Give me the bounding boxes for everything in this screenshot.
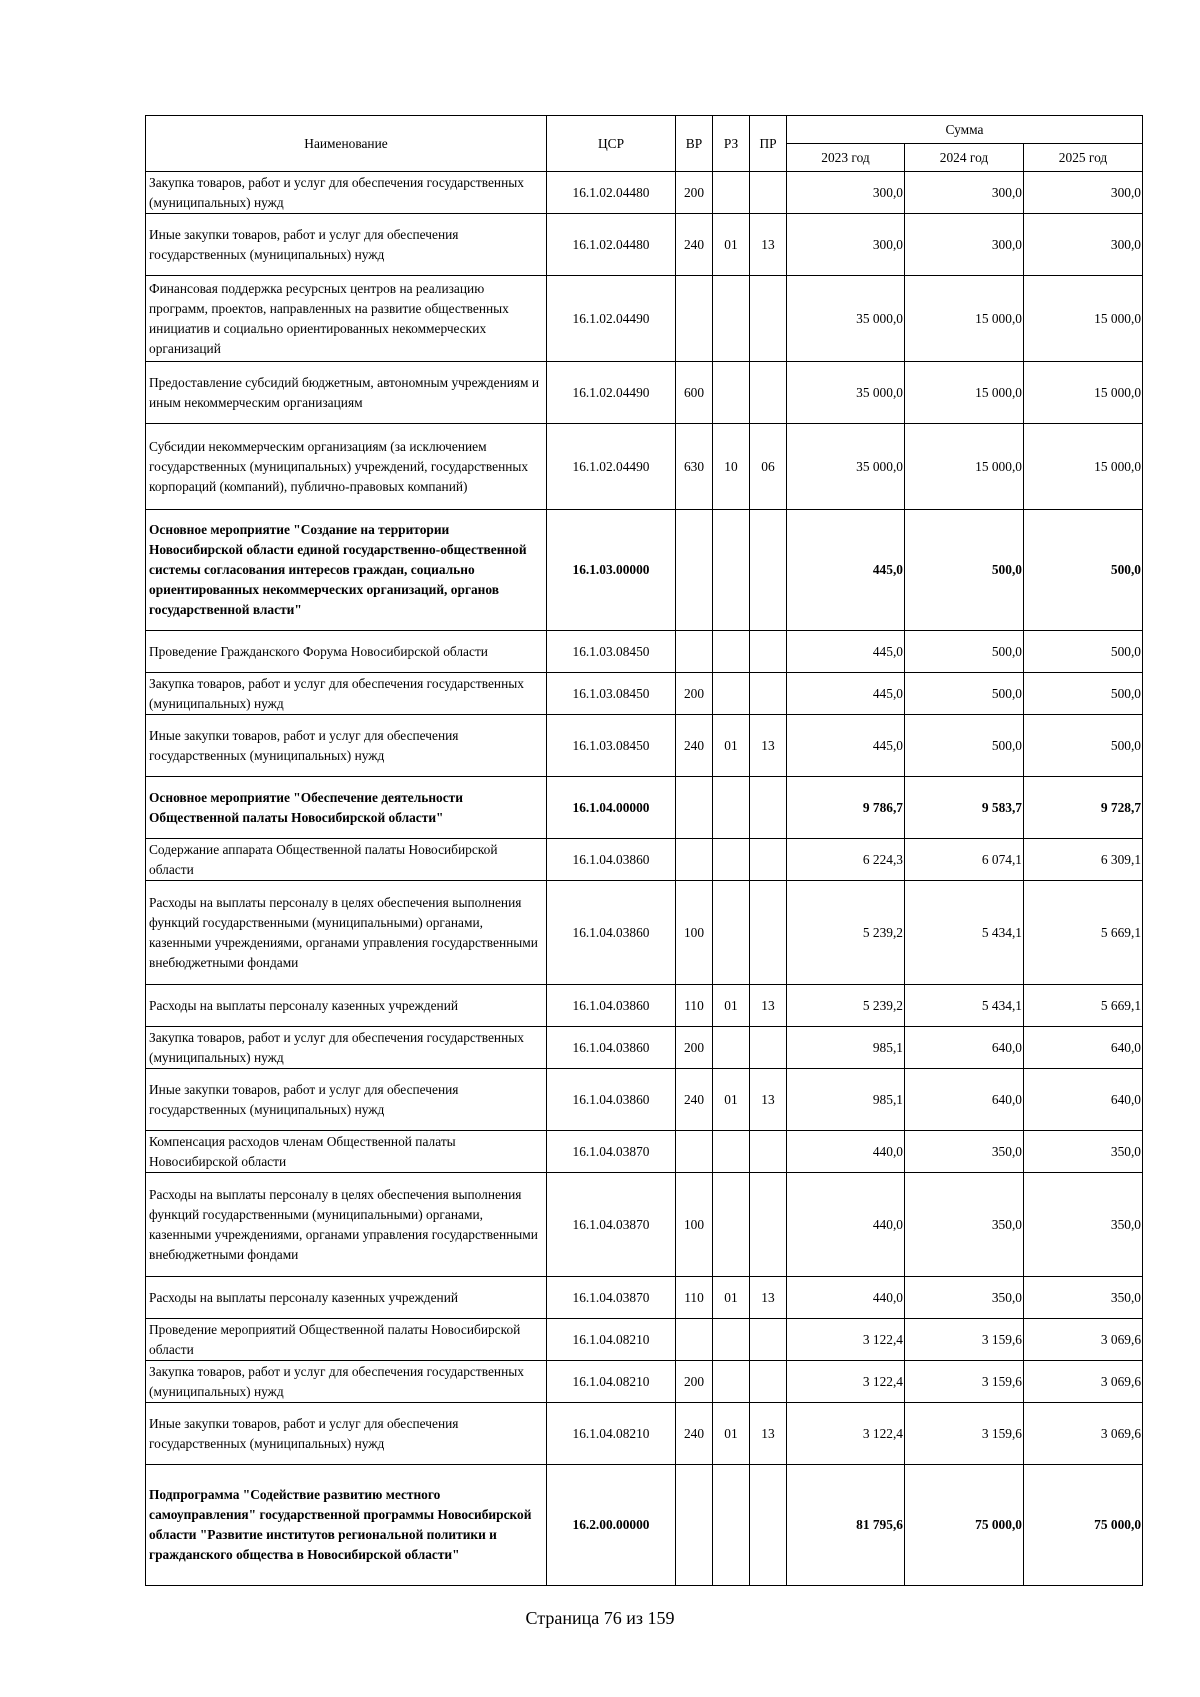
table-row — [146, 276, 1143, 362]
row-sum-2023: 35 000,0 — [787, 362, 905, 424]
row-sum-2024: 15 000,0 — [905, 362, 1024, 424]
row-pr — [750, 881, 787, 985]
row-vr: 110 — [676, 1277, 713, 1319]
table-row — [146, 673, 1143, 715]
row-vr: 240 — [676, 715, 713, 777]
row-pr: 13 — [750, 214, 787, 276]
row-csr: 16.2.00.00000 — [547, 1465, 676, 1586]
row-sum-2023: 3 122,4 — [787, 1319, 905, 1361]
table-row — [146, 1173, 1143, 1277]
row-sum-2024: 500,0 — [905, 510, 1024, 631]
row-csr: 16.1.02.04490 — [547, 276, 676, 362]
row-sum-2025: 300,0 — [1024, 214, 1143, 276]
row-vr: 240 — [676, 214, 713, 276]
row-pr — [750, 276, 787, 362]
row-name: Иные закупки товаров, работ и услуг для обеспечения государственных (муниципальных) нужд — [146, 214, 547, 276]
row-rz: 01 — [713, 985, 750, 1027]
row-sum-2023: 440,0 — [787, 1173, 905, 1277]
row-sum-2024: 3 159,6 — [905, 1361, 1024, 1403]
row-csr: 16.1.04.03870 — [547, 1277, 676, 1319]
row-rz — [713, 362, 750, 424]
row-sum-2025: 3 069,6 — [1024, 1319, 1143, 1361]
row-sum-2024: 640,0 — [905, 1027, 1024, 1069]
row-sum-2023: 5 239,2 — [787, 985, 905, 1027]
row-sum-2024: 9 583,7 — [905, 777, 1024, 839]
row-sum-2025: 5 669,1 — [1024, 881, 1143, 985]
row-pr — [750, 362, 787, 424]
row-vr — [676, 631, 713, 673]
table-row — [146, 839, 1143, 881]
row-rz — [713, 839, 750, 881]
row-vr — [676, 777, 713, 839]
row-csr: 16.1.03.00000 — [547, 510, 676, 631]
row-sum-2023: 300,0 — [787, 214, 905, 276]
row-csr: 16.1.04.03860 — [547, 1069, 676, 1131]
table-row — [146, 1027, 1143, 1069]
row-name: Закупка товаров, работ и услуг для обеспечения государственных (муниципальных) нужд — [146, 1027, 547, 1069]
table-row — [146, 777, 1143, 839]
row-sum-2023: 445,0 — [787, 673, 905, 715]
row-rz — [713, 1361, 750, 1403]
table-row — [146, 1069, 1143, 1131]
row-name: Проведение Гражданского Форума Новосибирской области — [146, 631, 547, 673]
row-sum-2025: 640,0 — [1024, 1069, 1143, 1131]
row-vr: 200 — [676, 172, 713, 214]
table-row — [146, 1361, 1143, 1403]
row-sum-2025: 3 069,6 — [1024, 1361, 1143, 1403]
row-sum-2024: 5 434,1 — [905, 985, 1024, 1027]
row-vr: 200 — [676, 1361, 713, 1403]
row-rz — [713, 276, 750, 362]
row-sum-2025: 75 000,0 — [1024, 1465, 1143, 1586]
table-row — [146, 510, 1143, 631]
row-name: Субсидии некоммерческим организациям (за исключением государственных (муниципальных) учреждений, государственных корпораций (компаний), публично-правовых компаний) — [146, 424, 547, 510]
row-name: Финансовая поддержка ресурсных центров на реализацию программ, проектов, направленных на развитие общественных инициатив и социально ориентированных некоммерческих организаций — [146, 276, 547, 362]
table-row — [146, 362, 1143, 424]
row-sum-2024: 3 159,6 — [905, 1319, 1024, 1361]
row-sum-2024: 350,0 — [905, 1173, 1024, 1277]
row-rz — [713, 1131, 750, 1173]
row-csr: 16.1.03.08450 — [547, 715, 676, 777]
row-sum-2023: 440,0 — [787, 1277, 905, 1319]
row-sum-2023: 445,0 — [787, 715, 905, 777]
row-pr — [750, 1131, 787, 1173]
table-row — [146, 1465, 1143, 1586]
row-sum-2024: 3 159,6 — [905, 1403, 1024, 1465]
row-sum-2024: 500,0 — [905, 631, 1024, 673]
row-sum-2025: 500,0 — [1024, 715, 1143, 777]
row-csr: 16.1.04.08210 — [547, 1319, 676, 1361]
row-sum-2025: 350,0 — [1024, 1131, 1143, 1173]
row-rz: 01 — [713, 214, 750, 276]
row-sum-2023: 6 224,3 — [787, 839, 905, 881]
header-year-2025: 2025 год — [1024, 144, 1143, 172]
row-csr: 16.1.04.08210 — [547, 1403, 676, 1465]
row-sum-2023: 35 000,0 — [787, 424, 905, 510]
row-csr: 16.1.04.08210 — [547, 1361, 676, 1403]
row-sum-2023: 9 786,7 — [787, 777, 905, 839]
header-year-2024: 2024 год — [905, 144, 1024, 172]
table-row — [146, 172, 1143, 214]
row-csr: 16.1.04.03860 — [547, 881, 676, 985]
row-name: Закупка товаров, работ и услуг для обеспечения государственных (муниципальных) нужд — [146, 1361, 547, 1403]
row-name: Проведение мероприятий Общественной палаты Новосибирской области — [146, 1319, 547, 1361]
row-sum-2025: 15 000,0 — [1024, 424, 1143, 510]
row-pr — [750, 777, 787, 839]
row-name: Расходы на выплаты персоналу в целях обеспечения выполнения функций государственными (муниципальными) органами, казенными учреждениями, органами управления государственными внебюджетными фондами — [146, 881, 547, 985]
row-rz — [713, 1173, 750, 1277]
row-pr — [750, 1361, 787, 1403]
row-vr: 240 — [676, 1069, 713, 1131]
row-sum-2023: 445,0 — [787, 510, 905, 631]
header-pr: ПР — [750, 116, 787, 172]
row-vr: 630 — [676, 424, 713, 510]
row-pr — [750, 1027, 787, 1069]
row-sum-2023: 3 122,4 — [787, 1403, 905, 1465]
row-vr: 110 — [676, 985, 713, 1027]
row-csr: 16.1.02.04490 — [547, 362, 676, 424]
row-pr: 13 — [750, 1069, 787, 1131]
row-sum-2023: 81 795,6 — [787, 1465, 905, 1586]
row-sum-2025: 350,0 — [1024, 1277, 1143, 1319]
row-sum-2024: 350,0 — [905, 1277, 1024, 1319]
row-sum-2025: 3 069,6 — [1024, 1403, 1143, 1465]
row-sum-2025: 640,0 — [1024, 1027, 1143, 1069]
row-rz — [713, 1319, 750, 1361]
table-header — [146, 116, 1143, 172]
row-rz: 01 — [713, 1069, 750, 1131]
row-pr: 13 — [750, 1403, 787, 1465]
row-sum-2023: 5 239,2 — [787, 881, 905, 985]
row-name: Расходы на выплаты персоналу в целях обеспечения выполнения функций государственными (муниципальными) органами, казенными учреждениями, органами управления государственными внебюджетными фондами — [146, 1173, 547, 1277]
row-rz: 01 — [713, 1403, 750, 1465]
row-sum-2025: 350,0 — [1024, 1173, 1143, 1277]
row-pr — [750, 1319, 787, 1361]
table-row — [146, 715, 1143, 777]
header-name: Наименование — [146, 116, 547, 172]
row-sum-2024: 75 000,0 — [905, 1465, 1024, 1586]
row-rz — [713, 777, 750, 839]
row-csr: 16.1.02.04480 — [547, 172, 676, 214]
row-rz — [713, 172, 750, 214]
header-csr: ЦСР — [547, 116, 676, 172]
row-rz — [713, 510, 750, 631]
row-name: Иные закупки товаров, работ и услуг для обеспечения государственных (муниципальных) нужд — [146, 715, 547, 777]
row-pr: 06 — [750, 424, 787, 510]
row-sum-2024: 500,0 — [905, 673, 1024, 715]
row-vr — [676, 1465, 713, 1586]
row-sum-2023: 300,0 — [787, 172, 905, 214]
row-csr: 16.1.04.03860 — [547, 839, 676, 881]
row-sum-2023: 440,0 — [787, 1131, 905, 1173]
row-name: Компенсация расходов членам Общественной палаты Новосибирской области — [146, 1131, 547, 1173]
row-csr: 16.1.03.08450 — [547, 673, 676, 715]
header-sum: Сумма — [787, 116, 1143, 144]
row-pr — [750, 1173, 787, 1277]
row-pr — [750, 172, 787, 214]
table-row — [146, 1403, 1143, 1465]
row-name: Закупка товаров, работ и услуг для обеспечения государственных (муниципальных) нужд — [146, 673, 547, 715]
header-rz: РЗ — [713, 116, 750, 172]
row-sum-2024: 15 000,0 — [905, 276, 1024, 362]
row-name: Закупка товаров, работ и услуг для обеспечения государственных (муниципальных) нужд — [146, 172, 547, 214]
row-csr: 16.1.04.03870 — [547, 1131, 676, 1173]
page-number: Страница 76 из 159 — [525, 1608, 675, 1628]
row-csr: 16.1.02.04480 — [547, 214, 676, 276]
row-sum-2024: 15 000,0 — [905, 424, 1024, 510]
row-pr — [750, 839, 787, 881]
table-body — [146, 172, 1143, 1586]
row-sum-2025: 500,0 — [1024, 510, 1143, 631]
row-vr: 100 — [676, 881, 713, 985]
row-name: Иные закупки товаров, работ и услуг для обеспечения государственных (муниципальных) нужд — [146, 1403, 547, 1465]
row-rz — [713, 673, 750, 715]
row-name: Расходы на выплаты персоналу казенных учреждений — [146, 1277, 547, 1319]
row-pr: 13 — [750, 715, 787, 777]
row-sum-2025: 9 728,7 — [1024, 777, 1143, 839]
row-pr — [750, 1465, 787, 1586]
row-rz — [713, 1465, 750, 1586]
row-vr: 600 — [676, 362, 713, 424]
row-sum-2024: 300,0 — [905, 172, 1024, 214]
row-sum-2025: 500,0 — [1024, 673, 1143, 715]
table-row — [146, 1277, 1143, 1319]
budget-table — [145, 115, 1143, 1586]
row-vr: 100 — [676, 1173, 713, 1277]
table-row — [146, 881, 1143, 985]
row-rz — [713, 631, 750, 673]
row-sum-2024: 6 074,1 — [905, 839, 1024, 881]
row-sum-2024: 5 434,1 — [905, 881, 1024, 985]
row-rz: 01 — [713, 1277, 750, 1319]
row-pr: 13 — [750, 1277, 787, 1319]
row-vr — [676, 839, 713, 881]
row-vr — [676, 276, 713, 362]
row-vr: 240 — [676, 1403, 713, 1465]
header-year-2023: 2023 год — [787, 144, 905, 172]
row-sum-2024: 300,0 — [905, 214, 1024, 276]
row-sum-2025: 15 000,0 — [1024, 276, 1143, 362]
row-sum-2024: 500,0 — [905, 715, 1024, 777]
row-vr — [676, 1319, 713, 1361]
row-csr: 16.1.04.03860 — [547, 985, 676, 1027]
header-vr: ВР — [676, 116, 713, 172]
row-sum-2025: 300,0 — [1024, 172, 1143, 214]
row-sum-2023: 3 122,4 — [787, 1361, 905, 1403]
row-rz — [713, 1027, 750, 1069]
table-row — [146, 424, 1143, 510]
row-sum-2023: 985,1 — [787, 1069, 905, 1131]
row-name: Иные закупки товаров, работ и услуг для обеспечения государственных (муниципальных) нужд — [146, 1069, 547, 1131]
row-pr — [750, 673, 787, 715]
row-csr: 16.1.04.00000 — [547, 777, 676, 839]
table-row — [146, 985, 1143, 1027]
row-sum-2025: 6 309,1 — [1024, 839, 1143, 881]
row-name: Подпрограмма "Содействие развитию местного самоуправления" государственной программы Новосибирской области "Развитие институтов региональной политики и гражданского общества в Новосибирской области" — [146, 1465, 547, 1586]
row-sum-2025: 5 669,1 — [1024, 985, 1143, 1027]
row-sum-2023: 445,0 — [787, 631, 905, 673]
row-name: Основное мероприятие "Создание на территории Новосибирской области единой государственно-общественной системы согласования интересов граждан, социально ориентированных некоммерческих организаций, органов государственной власти" — [146, 510, 547, 631]
table-row — [146, 1131, 1143, 1173]
row-pr — [750, 631, 787, 673]
row-csr: 16.1.02.04490 — [547, 424, 676, 510]
table-row — [146, 631, 1143, 673]
row-csr: 16.1.03.08450 — [547, 631, 676, 673]
row-name: Основное мероприятие "Обеспечение деятельности Общественной палаты Новосибирской области" — [146, 777, 547, 839]
row-vr: 200 — [676, 1027, 713, 1069]
row-vr: 200 — [676, 673, 713, 715]
row-rz — [713, 881, 750, 985]
row-rz: 01 — [713, 715, 750, 777]
row-sum-2024: 350,0 — [905, 1131, 1024, 1173]
table-row — [146, 1319, 1143, 1361]
row-sum-2023: 35 000,0 — [787, 276, 905, 362]
row-rz: 10 — [713, 424, 750, 510]
row-sum-2025: 500,0 — [1024, 631, 1143, 673]
row-name: Расходы на выплаты персоналу казенных учреждений — [146, 985, 547, 1027]
row-sum-2024: 640,0 — [905, 1069, 1024, 1131]
row-pr — [750, 510, 787, 631]
table-row — [146, 214, 1143, 276]
row-csr: 16.1.04.03870 — [547, 1173, 676, 1277]
row-vr — [676, 1131, 713, 1173]
row-name: Содержание аппарата Общественной палаты Новосибирской области — [146, 839, 547, 881]
row-vr — [676, 510, 713, 631]
row-sum-2023: 985,1 — [787, 1027, 905, 1069]
row-pr: 13 — [750, 985, 787, 1027]
row-name: Предоставление субсидий бюджетным, автономным учреждениям и иным некоммерческим организациям — [146, 362, 547, 424]
row-sum-2025: 15 000,0 — [1024, 362, 1143, 424]
row-csr: 16.1.04.03860 — [547, 1027, 676, 1069]
